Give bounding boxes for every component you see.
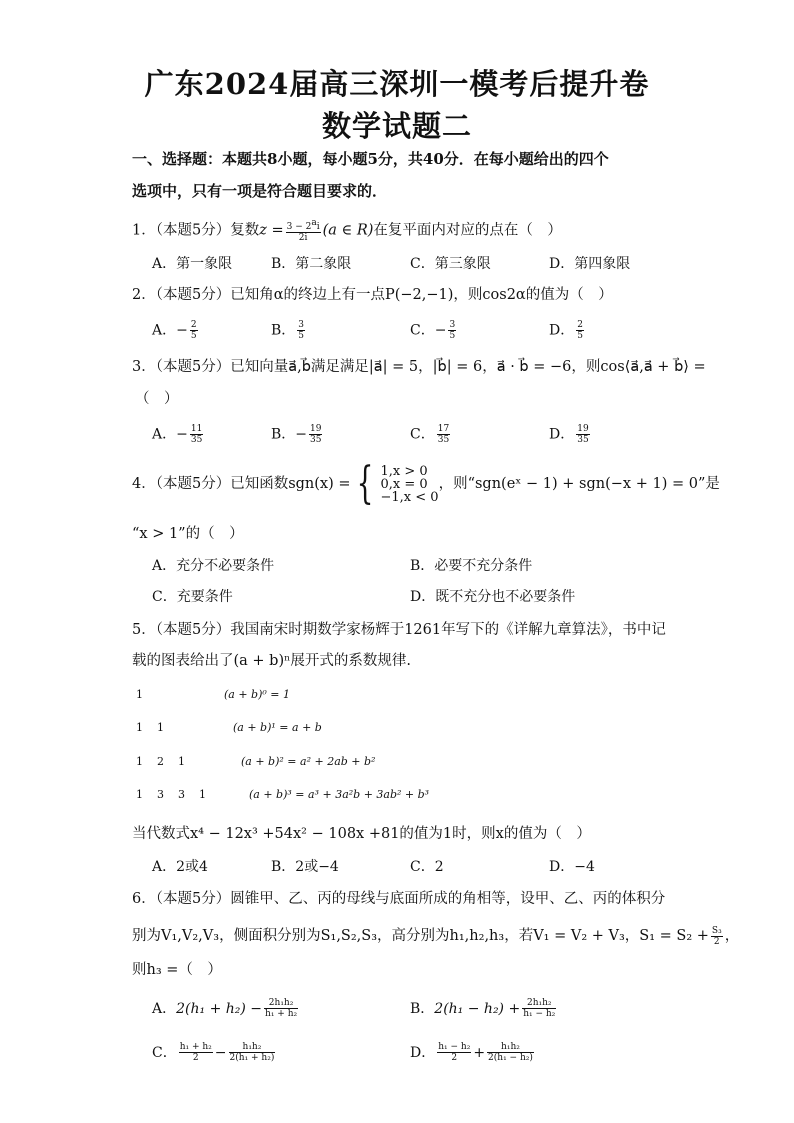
question-4 [132, 458, 720, 509]
q1-condition: (a ∈ R) [322, 222, 374, 239]
q1-fraction: $\frac{3 - 2^ai}{2i}$ [286, 218, 320, 243]
question-6-line2: 别为V₁,V₂,V₃，侧面积分别为S₁,S₂,S₃，高分别为h₁,h₂,h₃，若V₁ = V₂ + V₃，S₁ = S₂ + $\frac{\text{S₃}}{2}$ ， [132, 925, 740, 947]
q3-option-c[interactable]: C． $\frac{17}{35}$ [410, 424, 450, 445]
q6-option-d[interactable]: D． $\frac{\text{h₁ − h₂}}{2}$ + $\frac{\text{h₁h₂}}{\text{2(h₁ − h₂)}}$ [410, 1042, 533, 1063]
q1-z: z = [259, 222, 284, 239]
question-5-line3: 当代数式x⁴ − 12x³ +54x² − 108x +81的值为1时，则x的值为（ ） [132, 826, 591, 842]
q6-option-a[interactable]: A． 2(h₁ + h₂) − $\frac{\text{2h₁h₂}}{\text{h₁ + h₂}}$ [152, 998, 298, 1019]
binomial-2: (a + b)² = a² + 2ab + b² [241, 755, 376, 768]
q1-option-a[interactable]: A．第一象限 [152, 256, 233, 272]
q3-option-a[interactable]: A．− $\frac{11}{35}$ [152, 424, 203, 445]
q1-option-d[interactable]: D．第四象限 [549, 256, 631, 272]
question-5-line1: 5．（本题5分）我国南宋时期数学家杨辉于1261年写下的《详解九章算法》，书中记 [132, 622, 666, 638]
q1-prefix: 1．（本题5分）复数 [132, 222, 260, 239]
q2-option-d[interactable]: D． $\frac{2}{5}$ [549, 320, 583, 341]
yanghui-row-0: 1 [136, 688, 143, 701]
question-6-line1: 6．（本题5分）圆锥甲、乙、丙的母线与底面所成的角相等，设甲、乙、丙的体积分 [132, 891, 666, 907]
q3-option-d[interactable]: D． $\frac{19}{35}$ [549, 424, 589, 445]
q1-option-c[interactable]: C．第三象限 [410, 256, 491, 272]
q4-piecewise: { 1,x > 0 0,x = 0 −1,x < 0 [356, 458, 439, 509]
section-heading-line2: 选项中，只有一项是符合题目要求的． [132, 182, 388, 200]
exam-subtitle: 数学试题二 [321, 109, 472, 143]
q1-option-b[interactable]: B．第二象限 [271, 256, 352, 272]
binomial-1: (a + b)¹ = a + b [233, 721, 322, 734]
binomial-0: (a + b)⁰ = 1 [224, 688, 291, 701]
question-5-line2: 载的图表给出了(a + b)ⁿ展开式的系数规律. [132, 653, 411, 669]
binomial-3: (a + b)³ = a³ + 3a²b + 3ab² + b³ [249, 788, 430, 801]
question-6-line3: 则h₃ =（ ） [132, 962, 222, 978]
question-4-line2: “x > 1”的（ ） [132, 526, 244, 542]
section-heading-line1: 一、选择题：本题共8小题，每小题5分，共40分．在每小题给出的四个 [132, 150, 609, 168]
q4-suffix: ，则“sgn(eˣ − 1) + sgn(−x + 1) = 0”是 [438, 476, 720, 492]
yanghui-row-2: 1 2 1 [136, 755, 185, 768]
q4-option-b[interactable]: B．必要不充分条件 [410, 558, 533, 574]
q5-option-b[interactable]: B．2或−4 [271, 859, 339, 875]
yanghui-row-3: 1 3 3 1 [136, 788, 206, 801]
q2-option-a[interactable]: A．− $\frac{2}{5}$ [152, 320, 197, 341]
q4-prefix: 4．（本题5分）已知函数sgn(x) = [132, 476, 351, 492]
question-1 [132, 218, 562, 243]
question-2: 2．（本题5分）已知角α的终边上有一点P(−2,−1)，则cos2α的值为（ ） [132, 287, 613, 303]
exam-title: 广东2024届高三深圳一模考后提升卷 [144, 67, 650, 101]
q4-option-a[interactable]: A．充分不必要条件 [152, 558, 275, 574]
q3-option-b[interactable]: B．− $\frac{19}{35}$ [271, 424, 322, 445]
q5-option-d[interactable]: D．−4 [549, 859, 595, 875]
question-3: 3．（本题5分）已知向量a⃗,b⃗满足满足|a⃗| = 5，|b⃗| = 6，a⃗ · b⃗ = −6，则cos⟨a⃗,a⃗ + b⃗⟩ = [132, 359, 706, 375]
q5-option-c[interactable]: C．2 [410, 859, 444, 875]
q2-option-c[interactable]: C．− $\frac{3}{5}$ [410, 320, 456, 341]
q6-option-c[interactable]: C． $\frac{\text{h₁ + h₂}}{2}$ − $\frac{\text{h₁h₂}}{\text{2(h₁ + h₂)}}$ [152, 1042, 275, 1063]
q4-option-d[interactable]: D．既不充分也不必要条件 [410, 589, 576, 605]
q6-option-b[interactable]: B． 2(h₁ − h₂) + $\frac{\text{2h₁h₂}}{\text{h₁ − h₂}}$ [410, 998, 556, 1019]
yanghui-row-1: 1 1 [136, 721, 164, 734]
q2-option-b[interactable]: B． $\frac{3}{5}$ [271, 320, 305, 341]
q1-suffix: 在复平面内对应的点在（ ） [373, 222, 562, 239]
question-3-paren: （ ） [135, 391, 179, 407]
q5-option-a[interactable]: A．2或4 [152, 859, 208, 875]
q4-option-c[interactable]: C．充要条件 [152, 589, 233, 605]
